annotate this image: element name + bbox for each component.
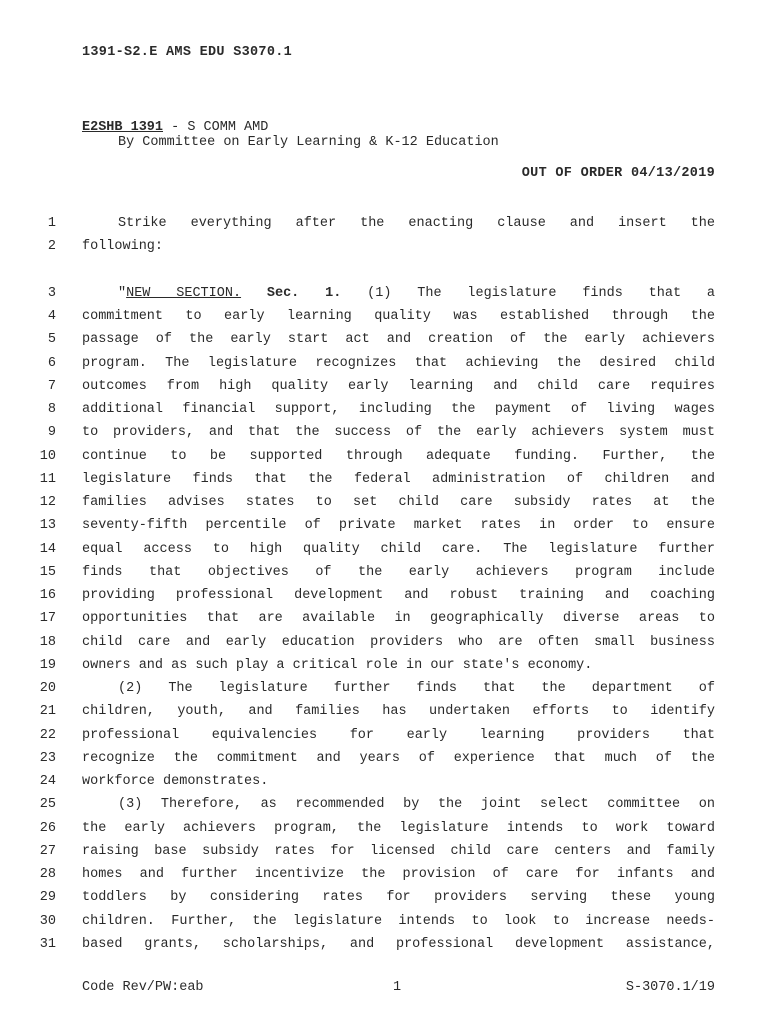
amendment-status: OUT OF ORDER 04/13/2019 [521, 166, 715, 181]
amendment-title [82, 120, 268, 135]
line-number: 24 [39, 774, 56, 789]
line-number: 8 [47, 402, 56, 417]
amendment-type: - S COMM AMD [163, 120, 269, 135]
line-number: 1 [47, 216, 56, 231]
body-line: owners and as such play a critical role in our state's economy. [82, 658, 593, 673]
body-line: continue to be supported through adequate funding. Further, the [82, 449, 715, 464]
line-number: 12 [39, 495, 56, 510]
line-number: 29 [39, 890, 56, 905]
body-line: families advises states to set child care subsidy rates at the [82, 495, 715, 510]
body-line: outcomes from high quality early learning and child care requires [82, 379, 715, 394]
body-line: seventy-fifth percentile of private market rates in order to ensure [82, 518, 715, 533]
line-number: 4 [47, 309, 56, 324]
body-line: (2) The legislature further finds that the department of [118, 681, 715, 696]
body-line: children. Further, the legislature intends to look to increase needs- [82, 914, 715, 929]
line-number: 13 [39, 518, 56, 533]
line-number: 15 [39, 565, 56, 580]
body-line: equal access to high quality child care. The legislature further [82, 542, 715, 557]
body-line: passage of the early start act and creation of the early achievers [82, 332, 715, 347]
line-number: 25 [39, 797, 56, 812]
body-line: (3) Therefore, as recommended by the joint select committee on [118, 797, 715, 812]
line-number: 3 [47, 286, 56, 301]
line-number: 16 [39, 588, 56, 603]
body-line: professional equivalencies for early learning providers that [82, 728, 715, 743]
line-number: 31 [39, 937, 56, 952]
body-line: opportunities that are available in geographically diverse areas to [82, 611, 715, 626]
body-line: finds that objectives of the early achievers program include [82, 565, 715, 580]
footer-document-id: S-3070.1/19 [625, 980, 715, 995]
draft-code-header: 1391-S2.E AMS EDU S3070.1 [82, 45, 293, 60]
line-number: 26 [39, 821, 56, 836]
line-number: 2 [47, 239, 56, 254]
body-line: to providers, and that the success of the early achievers system must [82, 425, 715, 440]
body-line: workforce demonstrates. [82, 774, 269, 789]
body-line: program. The legislature recognizes that achieving the desired child [82, 356, 715, 371]
line-number: 30 [39, 914, 56, 929]
body-line: following: [82, 239, 164, 254]
line-number: 17 [39, 611, 56, 626]
line-number: 27 [39, 844, 56, 859]
body-line: based grants, scholarships, and professional development assistance, [82, 937, 715, 952]
body-line: toddlers by considering rates for providers serving these young [82, 890, 715, 905]
body-line: providing professional development and robust training and coaching [82, 588, 715, 603]
line-number: 6 [47, 356, 56, 371]
body-line: homes and further incentivize the provision of care for infants and [82, 867, 715, 882]
line-number: 21 [39, 704, 56, 719]
body-line: children, youth, and families has undertaken efforts to identify [82, 704, 715, 719]
page-number: 1 [393, 980, 402, 995]
body-line: recognize the commitment and years of experience that much of the [82, 751, 715, 766]
line-number: 7 [47, 379, 56, 394]
body-line: Strike everything after the enacting clause and insert the [118, 216, 715, 231]
footer-code-rev: Code Rev/PW:eab [82, 980, 204, 995]
body-line: additional financial support, including the payment of living wages [82, 402, 715, 417]
new-section-label: NEW SECTION. [126, 286, 242, 301]
line-number: 23 [39, 751, 56, 766]
line-number: 9 [47, 425, 56, 440]
section-heading-line: "NEW SECTION. Sec. 1. (1) The legislature finds that a [118, 286, 715, 301]
body-line: commitment to early learning quality was established through the [82, 309, 715, 324]
bill-number: E2SHB 1391 [82, 120, 164, 135]
line-number: 10 [39, 449, 56, 464]
section-number: Sec. 1. [266, 286, 342, 301]
body-line: raising base subsidy rates for licensed child care centers and family [82, 844, 715, 859]
line-number: 20 [39, 681, 56, 696]
line-number: 5 [47, 332, 56, 347]
line-number: 14 [39, 542, 56, 557]
line-number: 18 [39, 635, 56, 650]
body-line: child care and early education providers who are often small business [82, 635, 715, 650]
body-line: legislature finds that the federal administration of children and [82, 472, 715, 487]
body-line: the early achievers program, the legislature intends to work toward [82, 821, 715, 836]
amendment-byline: By Committee on Early Learning & K-12 Education [118, 135, 499, 150]
line-number: 28 [39, 867, 56, 882]
line-number: 11 [39, 472, 56, 487]
line-number: 19 [39, 658, 56, 673]
line-number: 22 [39, 728, 56, 743]
